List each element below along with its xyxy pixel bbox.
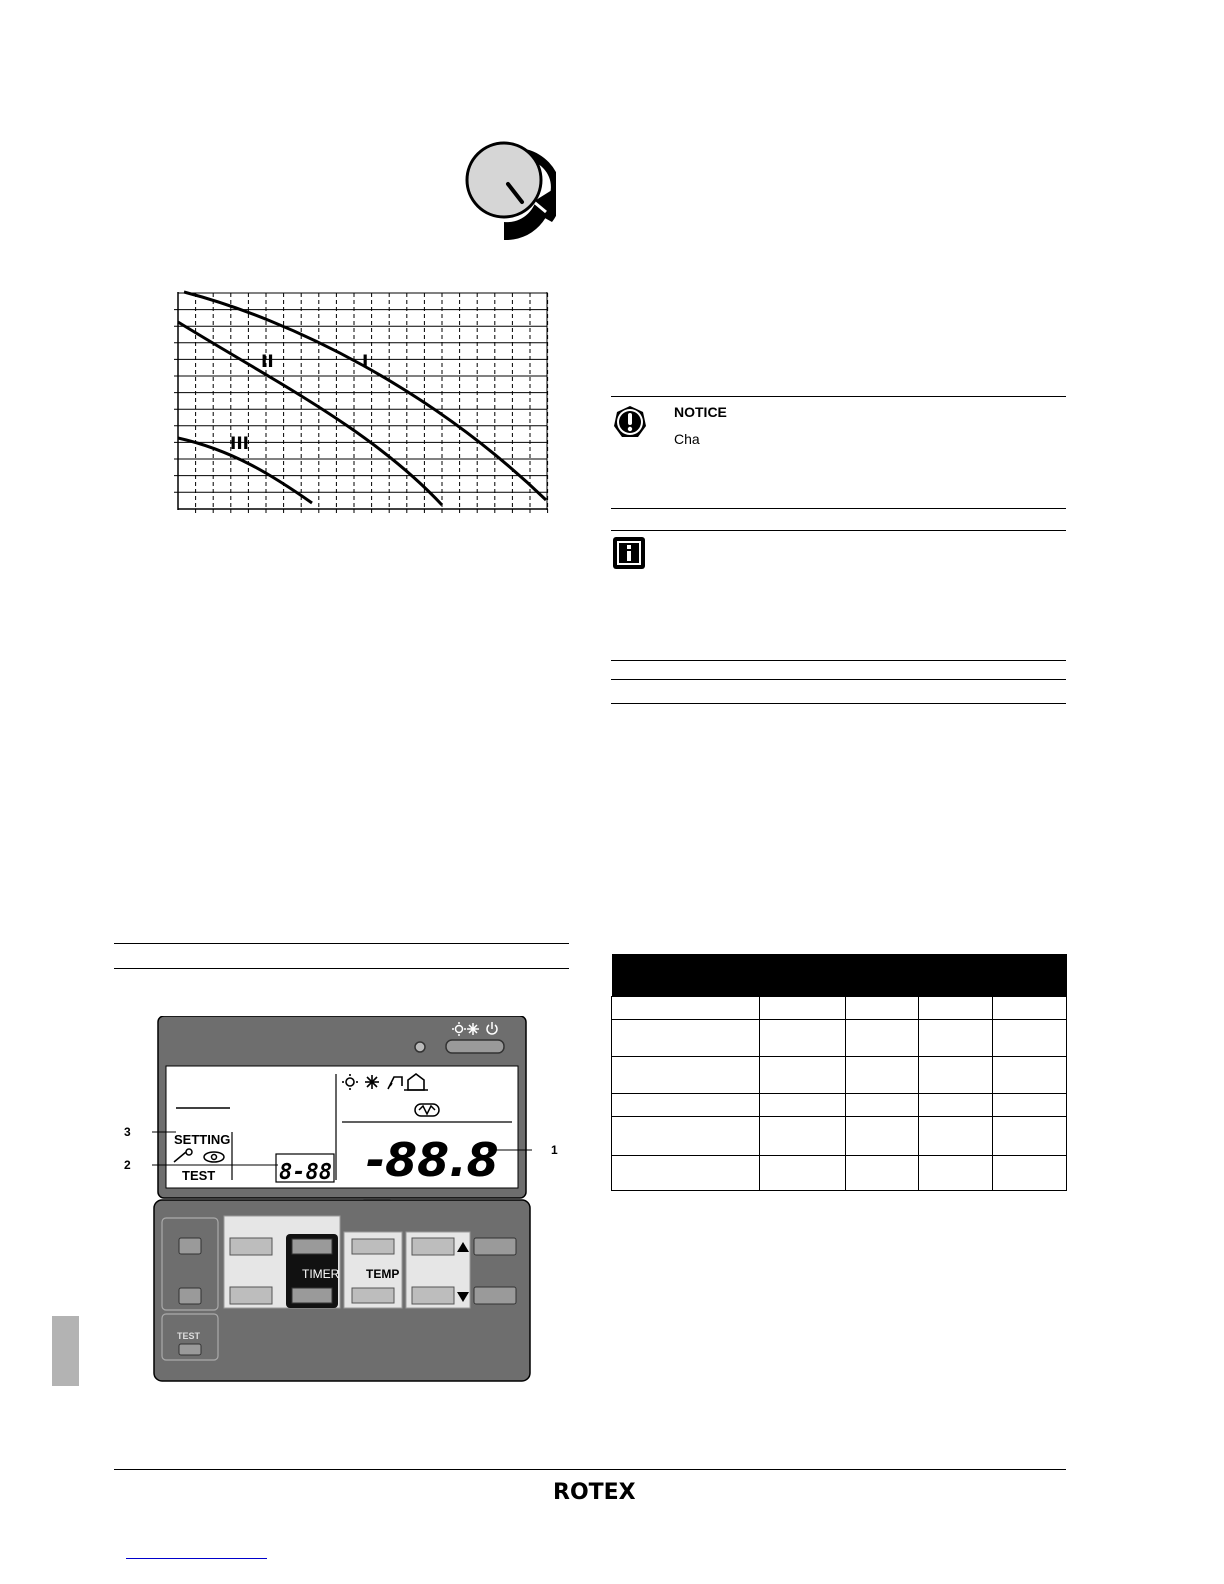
button-water-up [412, 1238, 454, 1255]
table-cell [612, 997, 760, 1020]
button-timer-label: TIMER [302, 1267, 340, 1281]
table-row [612, 1156, 1067, 1191]
callout-2: 2 [124, 1158, 131, 1172]
table-cell [919, 1020, 993, 1057]
button-heat-cool [474, 1238, 516, 1255]
table-row [612, 1117, 1067, 1156]
notice-bottom-rule [611, 508, 1066, 509]
curve-label-3: III [230, 434, 249, 454]
button-temp-up [352, 1239, 394, 1254]
section-rule-1 [611, 679, 1066, 680]
table-cell [846, 1094, 919, 1117]
status-led [415, 1042, 425, 1052]
table-cell [993, 997, 1067, 1020]
info-bottom-rule [611, 660, 1066, 661]
info-icon [612, 536, 646, 570]
table-cell [919, 1094, 993, 1117]
pump-curve-chart [172, 290, 552, 514]
table-cell [846, 1057, 919, 1094]
footer-rule [114, 1469, 1066, 1470]
table-cell [919, 1117, 993, 1156]
table-row [612, 1020, 1067, 1057]
table-cell [919, 1057, 993, 1094]
table-cell [919, 997, 993, 1020]
table-cell [612, 1094, 760, 1117]
button-timer-down [292, 1288, 332, 1303]
table-cell [993, 1117, 1067, 1156]
table-header-row [612, 954, 1067, 997]
on-off-button [446, 1040, 504, 1053]
button-left-top [179, 1238, 201, 1254]
lcd-setting-label: SETTING [174, 1132, 231, 1147]
table-cell [846, 997, 919, 1020]
table-row [612, 1057, 1067, 1094]
table-cell [846, 1020, 919, 1057]
table-cell [993, 1020, 1067, 1057]
button-temp-down [352, 1288, 394, 1303]
table-row [612, 1094, 1067, 1117]
table-cell [993, 1094, 1067, 1117]
table-header-cell [612, 954, 1067, 997]
button-temp-label: TEMP [366, 1267, 400, 1281]
remote-controller [152, 1016, 532, 1382]
button-timer-up [292, 1239, 332, 1254]
table-cell [760, 1117, 846, 1156]
table-cell [919, 1156, 993, 1191]
callout-1: 1 [551, 1143, 558, 1157]
info-top-rule [611, 530, 1066, 531]
callout-3: 3 [124, 1125, 131, 1139]
chapter-side-tab [52, 1316, 79, 1386]
chart-gridlines-horizontal [174, 310, 547, 493]
curve-speed-1 [184, 292, 546, 500]
left-section-rule-1 [114, 943, 569, 944]
button-left-bottom [179, 1288, 201, 1304]
button-water-power [474, 1287, 516, 1304]
curve-label-2: II [261, 352, 274, 372]
table-cell [760, 997, 846, 1020]
table-cell [612, 1057, 760, 1094]
table-cell [760, 1057, 846, 1094]
exclamation-icon [612, 404, 648, 440]
table-cell [760, 1020, 846, 1057]
table-cell [612, 1156, 760, 1191]
spec-table [611, 954, 1067, 1191]
notice-text: Cha [674, 431, 700, 447]
table-cell [612, 1117, 760, 1156]
button-test-label: TEST [177, 1331, 201, 1341]
notice-top-rule [611, 396, 1066, 397]
brand-logo: ROTEX [553, 1480, 636, 1505]
lcd-big-segment: -88.8 [366, 1133, 499, 1187]
table-cell [760, 1094, 846, 1117]
table-row [612, 997, 1067, 1020]
curve-label-1: I [362, 352, 369, 372]
button-test [179, 1344, 201, 1355]
lcd-small-segment: 8-88 [279, 1160, 332, 1185]
button-timer-mode [230, 1238, 272, 1255]
table-cell [760, 1156, 846, 1191]
table-cell [993, 1057, 1067, 1094]
table-cell [846, 1117, 919, 1156]
button-timer-off [230, 1287, 272, 1304]
notice-title: NOTICE [674, 404, 727, 420]
lcd-test-label: TEST [182, 1168, 216, 1183]
link-underline[interactable] [126, 1558, 267, 1559]
pump-speed-dial [464, 140, 556, 242]
section-rule-2 [611, 703, 1066, 704]
table-cell [612, 1020, 760, 1057]
curve-speed-2 [178, 322, 442, 505]
table-cell [846, 1156, 919, 1191]
table-cell [993, 1156, 1067, 1191]
button-water-down [412, 1287, 454, 1304]
left-section-rule-2 [114, 968, 569, 969]
